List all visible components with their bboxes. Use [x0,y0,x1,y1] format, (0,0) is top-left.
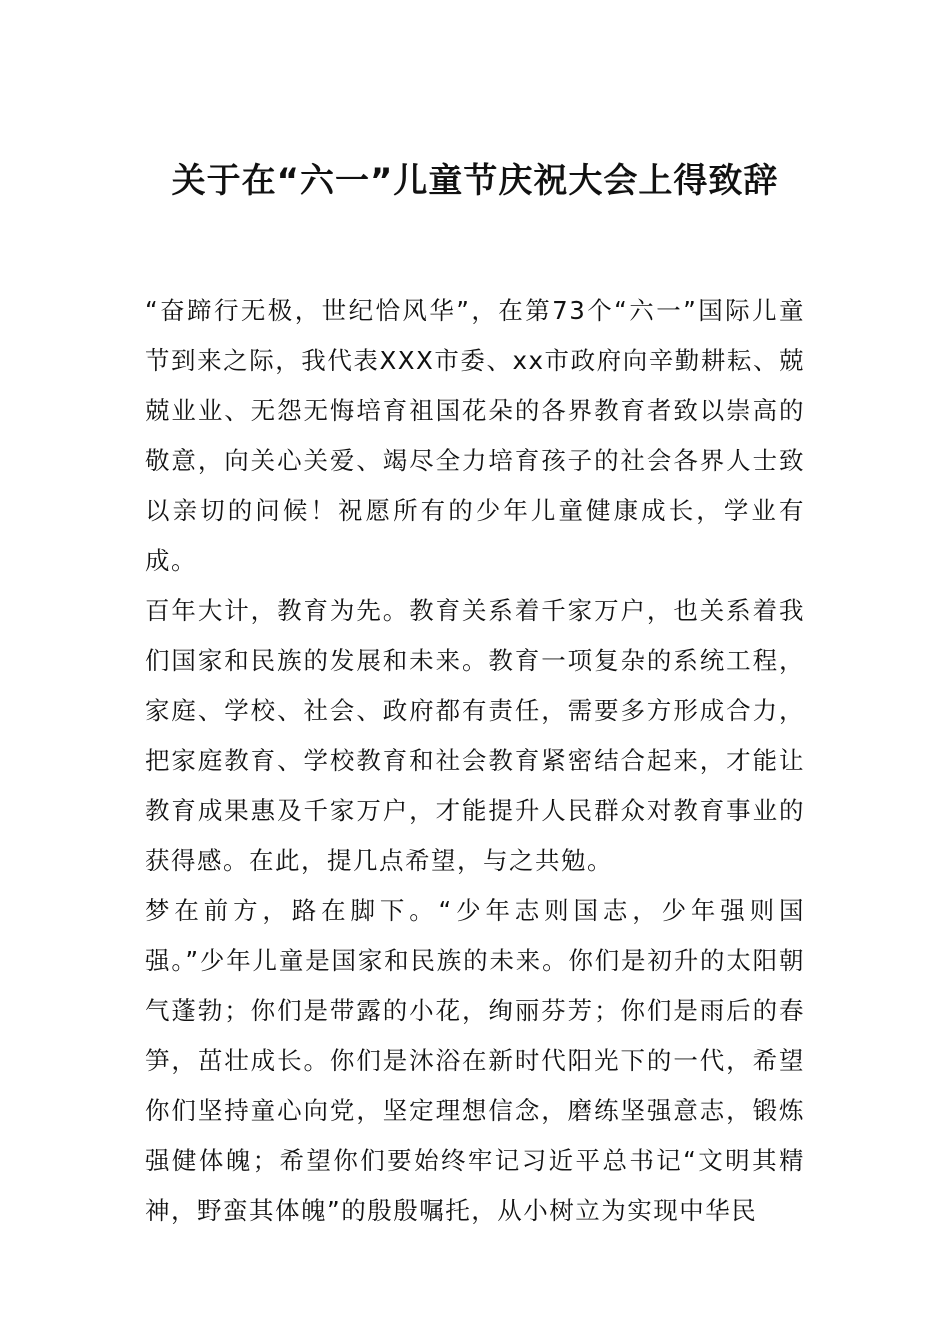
paragraph-2: 百年大计，教育为先。教育关系着千家万户，也关系着我们国家和民族的发展和未来。教育一项复杂的系统工程，家庭、学校、社会、政府都有责任，需要多方形成合力，把家庭教育、学校教育和社会教育紧密结合起来，才能让教育成果惠及千家万户，才能提升人民群众对教育事业的获得感。在此，提几点希望，与之共勉。 [145,596,805,875]
paragraph-3: 梦在前方，路在脚下。“少年志则国志，少年强则国强。”少年儿童是国家和民族的未来。你们是初升的太阳朝气蓬勃；你们是带露的小花，绚丽芬芳；你们是雨后的春笋，茁壮成长。你们是沐浴在新时代阳光下的一代，希望你们坚持童心向党，坚定理想信念，磨练坚强意志，锻炼强健体魄；希望你们要始终牢记习近平总书记“文明其精神，野蛮其体魄”的殷殷嘱托，从小树立为实现中华民 [145,896,805,1225]
document-title: 关于在“六一”儿童节庆祝大会上得致辞 [171,161,779,201]
paragraph-1: “奋蹄行无极，世纪恰风华”，在第73个“六一”国际儿童节到来之际，我代表XXX市委、xx市政府向辛勤耕耘、兢兢业业、无怨无悔培育祖国花朵的各界教育者致以崇高的敬意，向关心关爱、竭尽全力培育孩子的社会各界人士致以亲切的问候！祝愿所有的少年儿童健康成长，学业有成。 [145,296,805,575]
document-body [145,286,805,1236]
